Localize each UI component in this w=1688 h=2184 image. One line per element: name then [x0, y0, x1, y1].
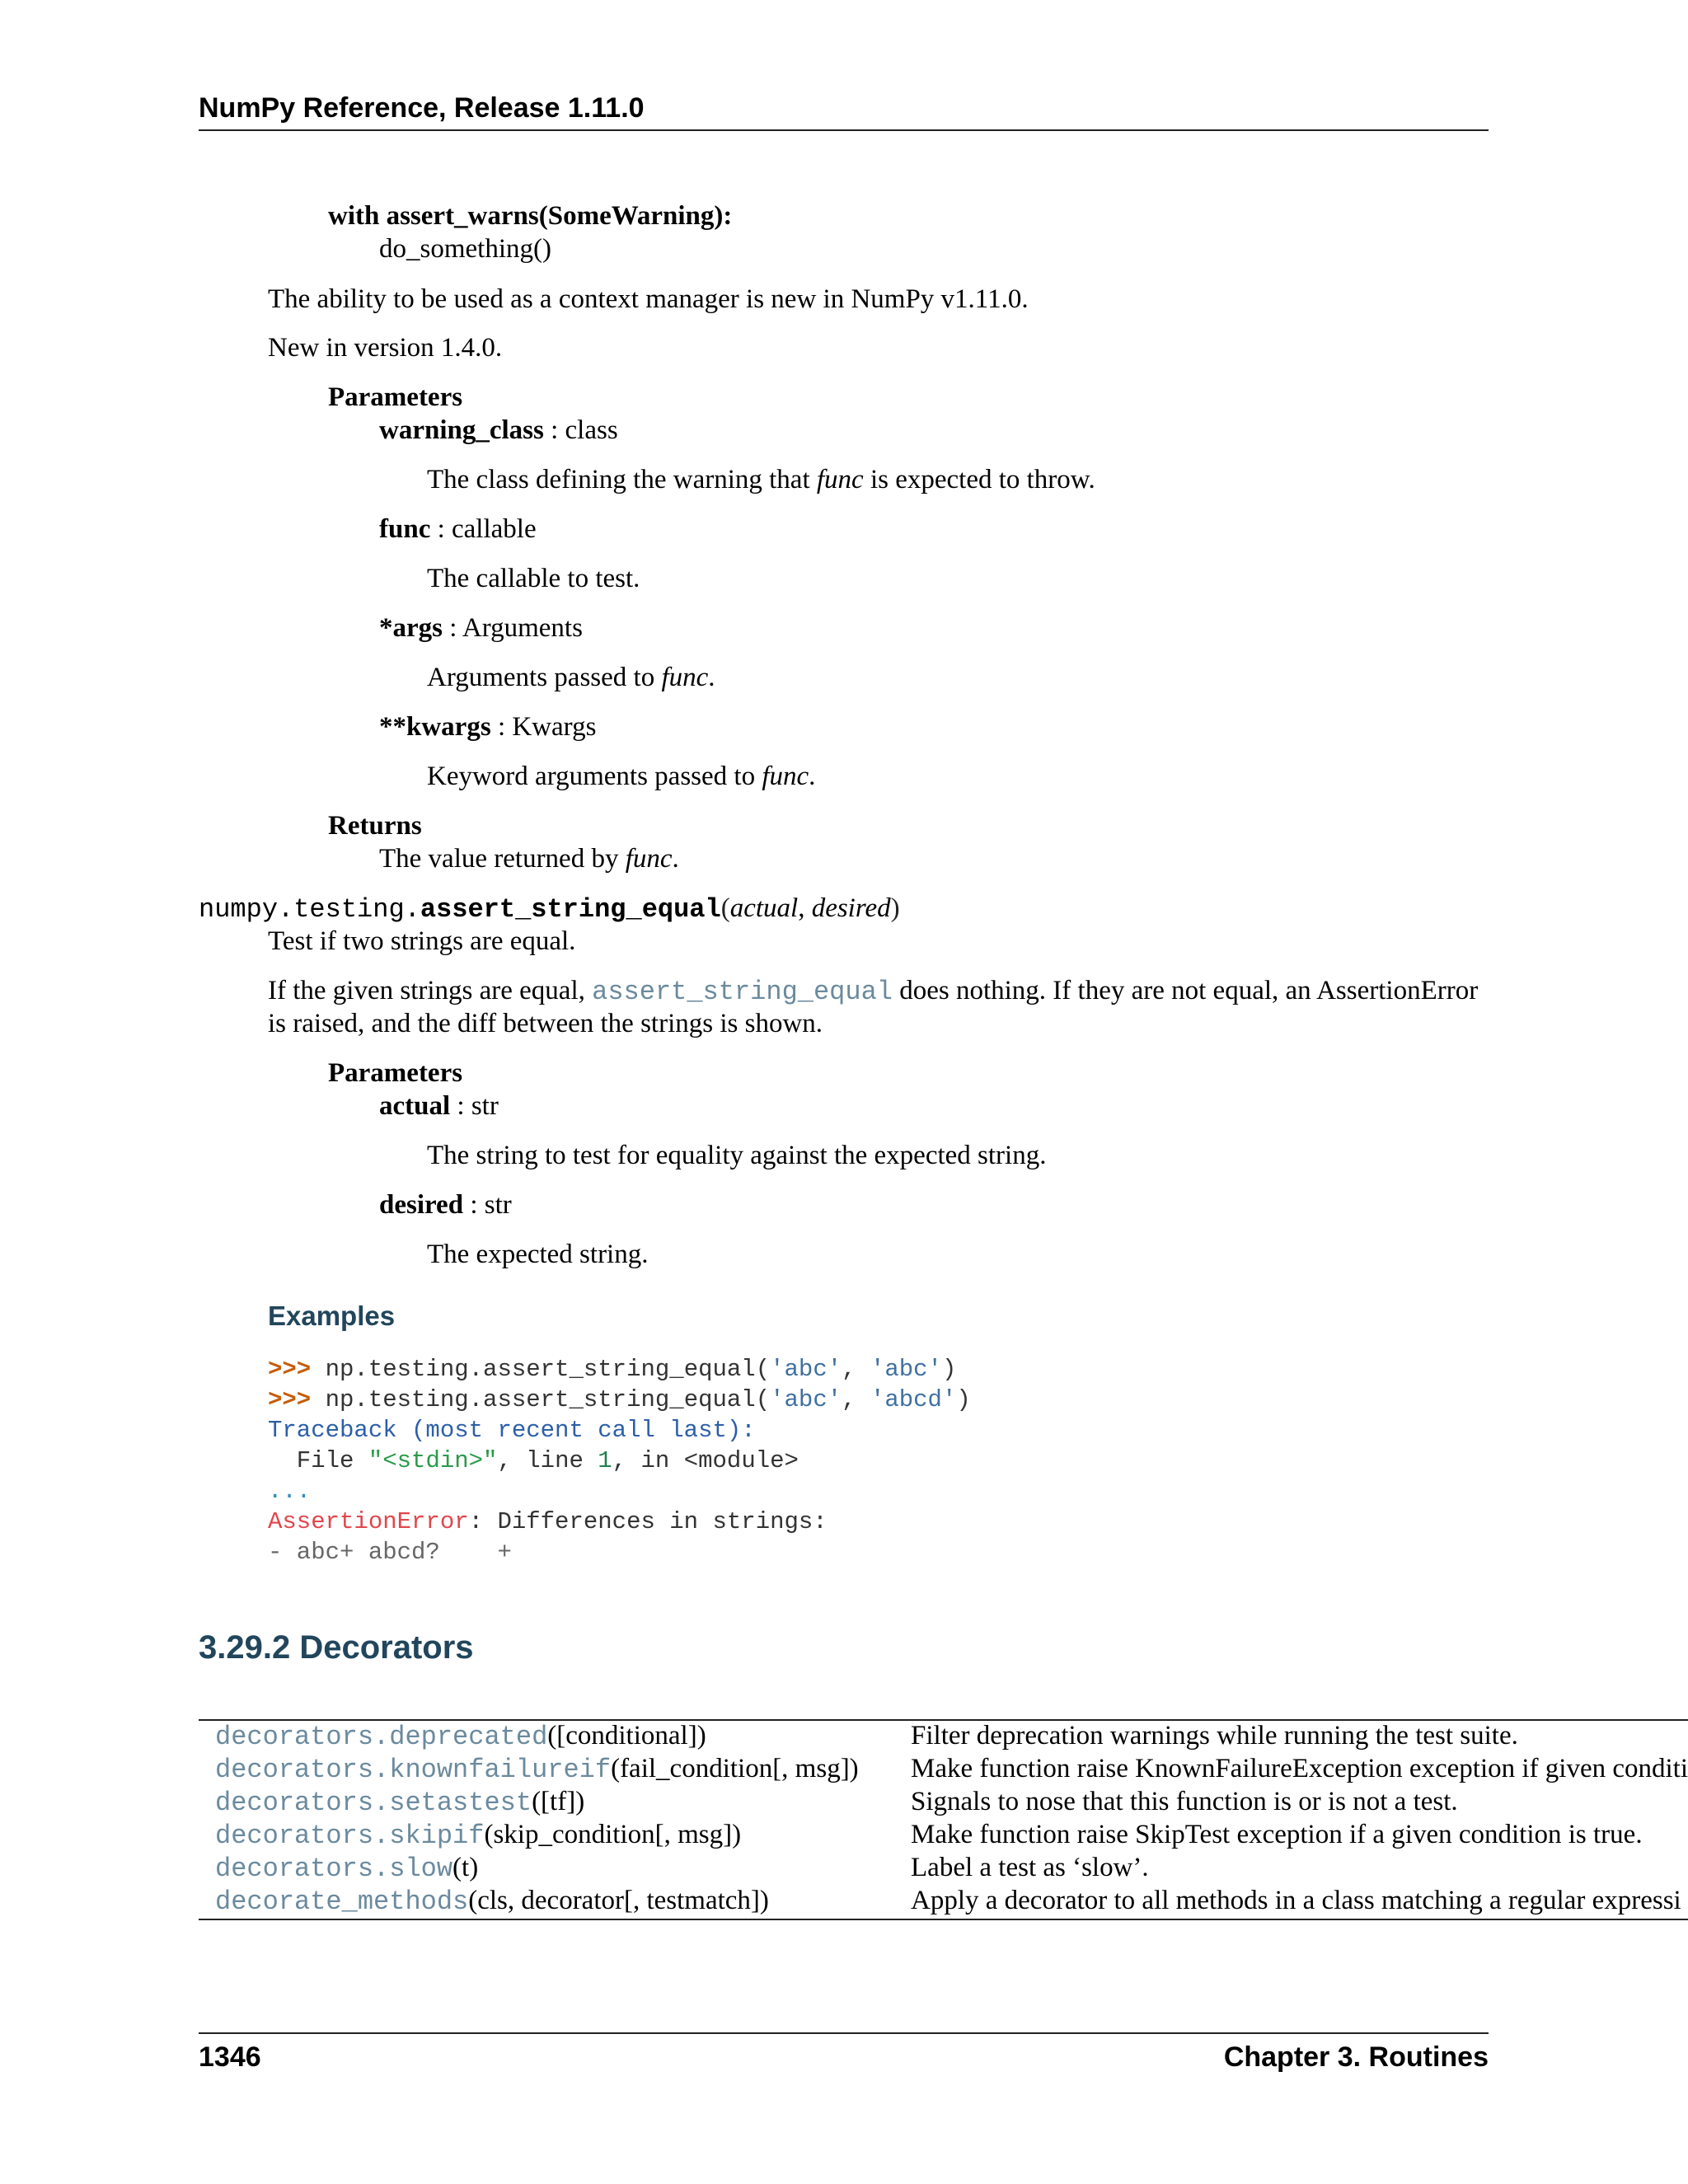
footer-rule: [199, 2032, 1489, 2034]
desc-text: .: [672, 844, 679, 874]
sig-paren: ): [890, 893, 900, 923]
page-header-title: NumPy Reference, Release 1.11.0: [199, 92, 645, 124]
decorator-desc: Label a test as ‘slow’.: [911, 1853, 1149, 1882]
param-func: func : callable: [379, 514, 537, 544]
code-text: ): [956, 1386, 971, 1413]
code-string: 'abcd': [870, 1386, 957, 1413]
code-text: File: [268, 1447, 368, 1474]
decorator-link-knownfailureif[interactable]: decorators.knownfailureif: [215, 1755, 612, 1785]
param-name: desired: [379, 1190, 464, 1220]
param-type: Kwargs: [512, 712, 597, 742]
sig-arg: actual: [729, 893, 799, 923]
version-added-note: New in version 1.4.0.: [268, 333, 503, 363]
table-row: [199, 1787, 1688, 1820]
desc-text: is expected to throw.: [863, 465, 1095, 494]
code-line-2: [268, 1386, 971, 1413]
assert-string-equal-link[interactable]: assert_string_equal: [592, 977, 893, 1007]
param-name: actual: [379, 1091, 451, 1121]
param-name: func: [379, 514, 431, 544]
table-cell-signature: [199, 1754, 911, 1787]
table-cell-signature: [199, 1787, 911, 1820]
decorator-args: (cls, decorator[, testmatch]): [468, 1886, 769, 1915]
footer-page-number: 1346: [199, 2041, 261, 2073]
decorator-link-slow[interactable]: decorators.slow: [215, 1854, 453, 1884]
desc-text: Keyword arguments passed to: [427, 762, 762, 791]
decorator-args: ([tf]): [532, 1787, 585, 1816]
desc-text: If the given strings are equal,: [268, 976, 593, 1005]
code-text: , line: [497, 1447, 598, 1474]
header-rule: [199, 129, 1489, 131]
param-name: warning_class: [379, 415, 544, 445]
function-summary: Test if two strings are equal.: [268, 926, 576, 956]
decorator-link-setastest[interactable]: decorators.setastest: [215, 1788, 532, 1818]
desc-text: The class defining the warning that: [427, 465, 817, 494]
code-ellipsis: ...: [268, 1478, 312, 1505]
footer-chapter: Chapter 3. Routines: [1223, 2041, 1489, 2073]
desc-text: .: [708, 663, 715, 692]
param-desired: desired : str: [379, 1190, 512, 1220]
desc-em: func: [625, 844, 673, 874]
code-text: : Differences in strings:: [468, 1508, 828, 1535]
desc-text: The value returned by: [379, 844, 626, 874]
table-row: [199, 1720, 1688, 1754]
with-body: do_something(): [379, 234, 551, 264]
table-cell-signature: [199, 1886, 911, 1919]
code-text: ): [941, 1356, 957, 1383]
table-row: [199, 1886, 1688, 1919]
code-text: np.testing.assert_string_equal(: [311, 1386, 771, 1413]
decorator-desc: Filter deprecation warnings while running the test suite.: [911, 1721, 1518, 1750]
decorator-link-skipif[interactable]: decorators.skipif: [215, 1821, 485, 1851]
decorator-args: (t): [452, 1853, 479, 1882]
param-kwargs: **kwargs : Kwargs: [379, 712, 597, 742]
table-cell-signature: [199, 1820, 911, 1853]
decorators-summary-table: [199, 1719, 1688, 1920]
code-text: ,: [842, 1386, 870, 1413]
table-cell-desc: [911, 1754, 1688, 1787]
table-cell-desc: [911, 1853, 1688, 1886]
decorator-link-decorate-methods[interactable]: decorate_methods: [215, 1886, 469, 1917]
desc-em: func: [661, 663, 709, 692]
function-desc-line1: [268, 976, 1478, 1007]
function-signature: [199, 893, 900, 925]
param-args-desc: [427, 663, 715, 693]
decorator-link-deprecated[interactable]: decorators.deprecated: [215, 1722, 548, 1752]
table-cell-desc: [911, 1886, 1688, 1919]
sig-arg: desired: [811, 893, 891, 923]
decorator-args: (fail_condition[, msg]): [611, 1754, 859, 1783]
desc-text: .: [809, 762, 816, 791]
desc-text: The callable to test.: [427, 564, 640, 593]
params-heading: Parameters: [328, 382, 463, 412]
code-diff-line: - abc+ abcd? +: [268, 1539, 512, 1566]
sig-module: numpy.testing.: [199, 894, 420, 925]
param-func-desc: [427, 564, 640, 594]
sig-comma: ,: [798, 893, 812, 923]
code-prompt: >>>: [268, 1356, 312, 1383]
param-args: *args : Arguments: [379, 613, 583, 643]
table-row: [199, 1754, 1688, 1787]
table-cell-desc: [911, 1720, 1688, 1754]
table-cell-signature: [199, 1720, 911, 1754]
param-warning-class: warning_class : class: [379, 415, 618, 445]
table-cell-desc: [911, 1787, 1688, 1820]
returns-desc: [379, 844, 679, 874]
desc-em: func: [762, 762, 809, 791]
code-error-line: [268, 1508, 828, 1535]
param-desired-desc: The expected string.: [427, 1240, 649, 1269]
table-row: [199, 1853, 1688, 1886]
desc-text: does nothing. If they are not equal, an AssertionError: [892, 976, 1479, 1005]
param-kwargs-desc: [427, 762, 815, 792]
section-heading-decorators: 3.29.2 Decorators: [199, 1629, 474, 1666]
code-string: 'abc': [770, 1356, 842, 1383]
param-type: Arguments: [462, 613, 583, 643]
code-text: ,: [842, 1356, 870, 1383]
code-text: np.testing.assert_string_equal(: [311, 1356, 771, 1383]
code-traceback: Traceback (most recent call last):: [268, 1417, 756, 1444]
returns-heading: Returns: [328, 811, 422, 841]
examples-heading: Examples: [268, 1301, 396, 1331]
param-type: str: [471, 1091, 499, 1121]
sig-paren: (: [720, 893, 730, 923]
code-string: "<stdin>": [368, 1447, 498, 1474]
with-statement: with assert_warns(SomeWarning):: [328, 201, 733, 231]
decorator-args: (skip_condition[, msg]): [484, 1820, 742, 1849]
table-cell-signature: [199, 1853, 911, 1886]
param-type: class: [565, 415, 618, 445]
decorator-desc: Signals to nose that this function is or is not a test.: [911, 1787, 1458, 1816]
code-error-name: AssertionError: [268, 1508, 469, 1535]
context-manager-note: The ability to be used as a context manager is new in NumPy v1.11.0.: [268, 284, 1029, 314]
decorator-args: ([conditional]): [547, 1721, 706, 1750]
param-name: **kwargs: [379, 712, 491, 742]
decorator-desc: Make function raise KnownFailureException exception if given conditi: [911, 1754, 1688, 1783]
param-actual: actual : str: [379, 1091, 499, 1121]
decorator-desc: Apply a decorator to all methods in a class matching a regular expressi: [911, 1886, 1681, 1915]
code-string: 'abc': [870, 1356, 942, 1383]
sig-name: assert_string_equal: [420, 894, 721, 925]
code-prompt: >>>: [268, 1386, 312, 1413]
desc-em: func: [816, 465, 864, 494]
code-text: , in <module>: [612, 1447, 799, 1474]
param-name: *args: [379, 613, 443, 643]
param-warning-class-desc: [427, 465, 1095, 495]
code-string: 'abc': [770, 1386, 842, 1413]
param-type: callable: [452, 514, 537, 544]
param-type: str: [484, 1190, 512, 1220]
table-cell-desc: [911, 1820, 1688, 1853]
code-number: 1: [598, 1447, 612, 1474]
param-actual-desc: The string to test for equality against the expected string.: [427, 1141, 1047, 1170]
function-desc-line2: is raised, and the diff between the strings is shown.: [268, 1009, 823, 1038]
table-row: [199, 1820, 1688, 1853]
desc-text: Arguments passed to: [427, 663, 662, 692]
decorator-desc: Make function raise SkipTest exception if a given condition is true.: [911, 1820, 1643, 1849]
params-heading: Parameters: [328, 1058, 463, 1088]
code-line-1: [268, 1356, 956, 1383]
code-file-line: [268, 1447, 799, 1474]
